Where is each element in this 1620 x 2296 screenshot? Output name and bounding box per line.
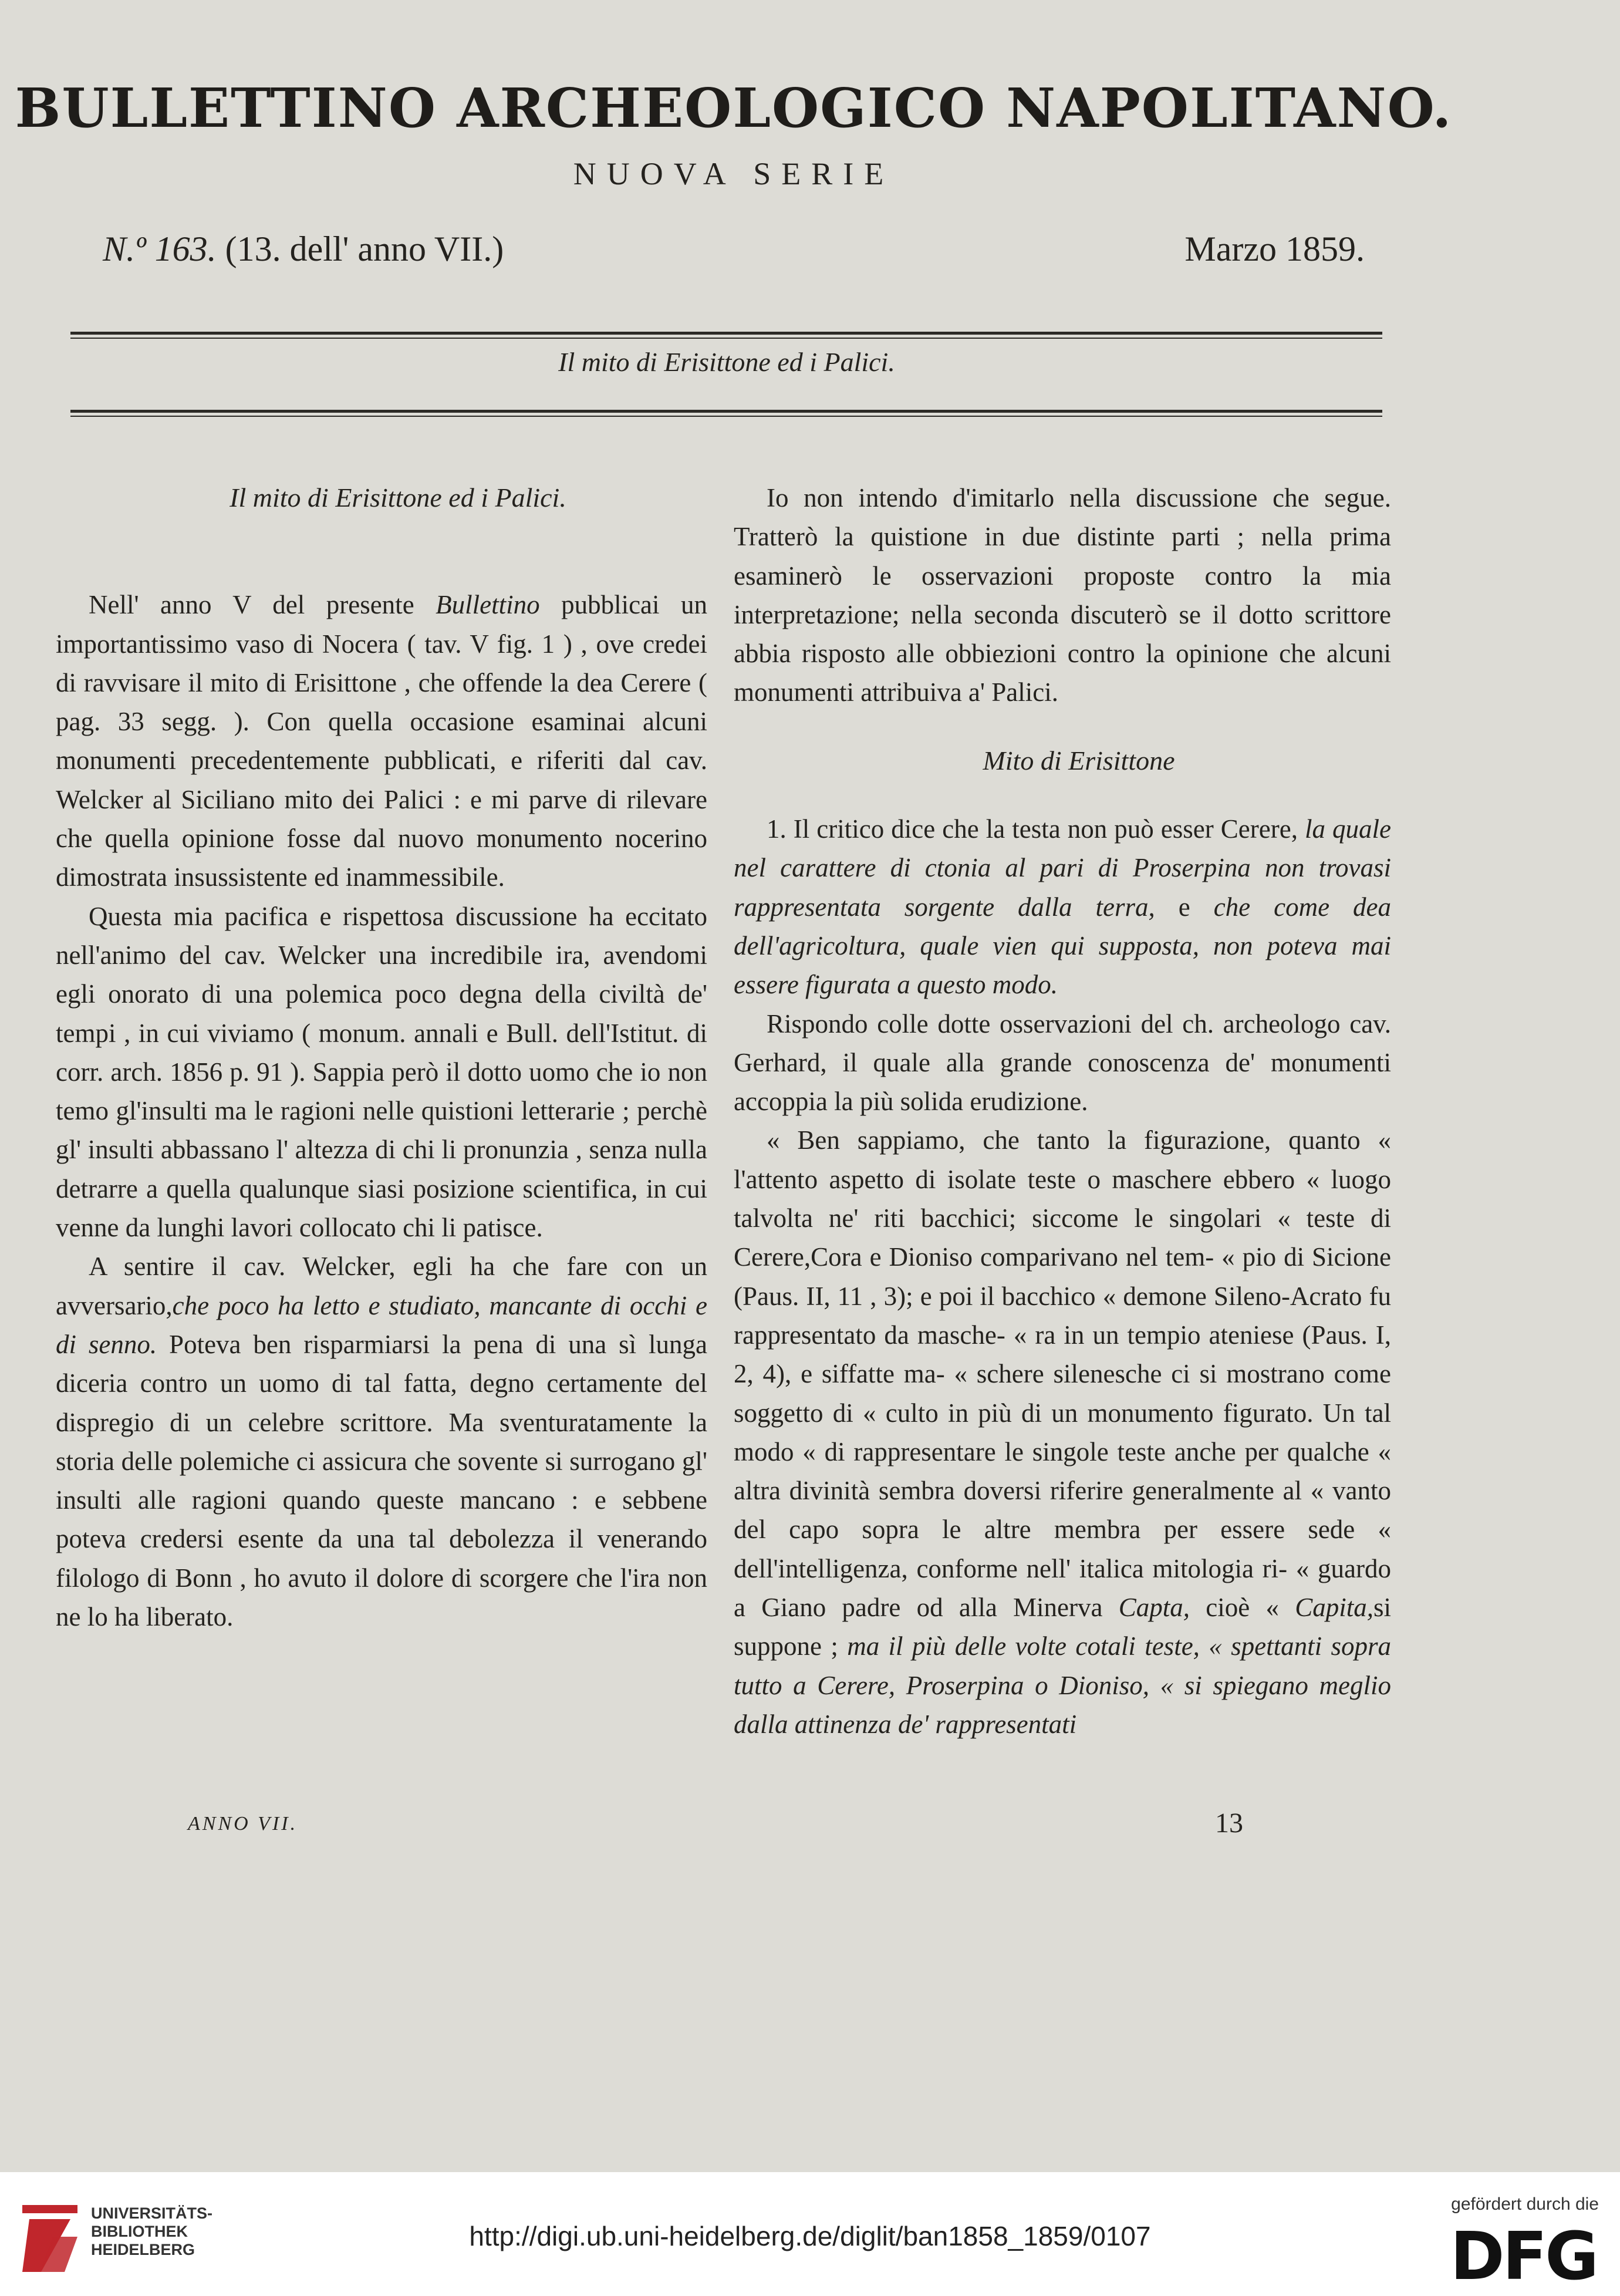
text-run: 1. Il critico dice che la testa non può esser Cerere, bbox=[767, 814, 1305, 844]
text-run: Nell' anno V del presente bbox=[89, 590, 436, 620]
paragraph-critic bbox=[734, 810, 1391, 1004]
issue-number: N.º 163. bbox=[103, 230, 217, 268]
paragraph-2: Questa mia pacifica e rispettosa discussione ha eccitato nell'animo del cav. Welcker una incredibile ira, avendomi egli onorato di una polemica poco degna della civiltà de' tempi , in cui viviamo ( monum. annali e Bull. dell'Istitut. di corr. arch. 1856 p. 91 ). Sappia però il dotto uomo che io non temo gl'insulti ma le ragioni nelle quistioni letterarie ; perchè gl' insulti abbassano l' altezza di chi li pronunzia , senza nulla detrarre a quella qualunque siasi posizione scientifica, in cui venne da lunghi lavori collocato chi li patisce. bbox=[56, 901, 707, 1243]
italic-run: la quale nel carattere di ctonia al pari di Proserpina non trovasi rappresentata sorgente dalla terra, bbox=[734, 814, 1391, 922]
viewer-footer bbox=[0, 2172, 1620, 2296]
text-run: « Ben sappiamo, che tanto la figurazione, quanto « l'attento aspetto di isolate teste o maschere ebbero « luogo talvolta ne' riti bacchici; siccome le singolari « teste di Cerere,Cora e Dioniso comparivano nel tem- « pio di Sicione (Paus. II, 11 , 3); e poi il bacchico « demone Sileno-Acrato fu rappresentato da masche- « ra in un tempio ateniese (Paus. I, 2, 4), e siffatte ma- « schere silenesche ci si mostrano come soggetto di « culto in più di un monumento figurato. Un tal modo « di rappresentare le singole teste anche per qualche « altra divinità sembra doversi riferire generalmente al « vanto del capo sopra le altre membra per essere sede « dell'intelligenza, conforme nell' italica mitologia ri- « guardo a Giano padre od alla Minerva bbox=[734, 1125, 1391, 1623]
banner-title: Il mito di Erisittone ed i Palici. bbox=[558, 347, 895, 377]
text-run: cioè « bbox=[1190, 1593, 1295, 1623]
paragraph-1 bbox=[56, 585, 707, 896]
bottom-rule bbox=[70, 410, 1382, 413]
spacer bbox=[56, 517, 707, 556]
text-run: A sentire il cav. Welcker, egli ha che fare con un avversario, bbox=[56, 1252, 707, 1320]
page-number: 13 bbox=[1215, 1808, 1243, 1839]
italic-run: Bullettino bbox=[436, 590, 540, 620]
text-run: si suppone ; bbox=[734, 1593, 1391, 1661]
journal-masthead: BULLETTINO ARCHEOLOGICO NAPOLITANO. bbox=[15, 76, 1453, 140]
right-column bbox=[734, 478, 1391, 1744]
quotation bbox=[734, 1121, 1391, 1744]
italic-run: che come dea dell'agricoltura, quale vien qui supposta, non poteva mai essere figurata a questo modo. bbox=[734, 892, 1391, 1000]
spacer bbox=[734, 712, 1391, 741]
issue-year: (13. dell' anno VII.) bbox=[225, 230, 504, 268]
funding-label: gefördert durch die bbox=[1451, 2194, 1599, 2214]
paragraph-reply: Rispondo colle dotte osservazioni del ch. archeologo cav. Gerhard, il quale alla grande conoscenza de' monumenti accoppia la più solida erudizione. bbox=[734, 1009, 1391, 1117]
top-rule-thin bbox=[70, 338, 1382, 339]
left-column bbox=[56, 478, 707, 1636]
permalink-url[interactable]: http://digi.ub.uni-heidelberg.de/diglit/ban1858_1859/0107 bbox=[469, 2221, 1151, 2251]
article-heading: Il mito di Erisittone ed i Palici. bbox=[230, 483, 566, 513]
series-label: NUOVA SERIE bbox=[573, 156, 895, 191]
dfg-logo[interactable]: DFG bbox=[1450, 2219, 1597, 2295]
text-run: pubblicai un importantissimo vaso di Nocera ( tav. V fig. 1 ) , ove credei di ravvisare il mito di Erisittone , che offende la dea Cerere ( pag. 33 segg. ). Con quella occasione esaminai alcuni monumenti precedentemente pubblicati, e riferiti dal cav. Welcker al Siciliano mito dei Palici : e mi parve di rilevare che quella opinione fosse dal nuovo monumento nocerino dimostrata insussistente ed inammessibile. bbox=[56, 590, 707, 892]
italic-run: Capta, bbox=[1118, 1593, 1190, 1623]
library-line: HEIDELBERG bbox=[91, 2241, 195, 2258]
paragraph-intro: Io non intendo d'imitarlo nella discussione che segue. Tratterò la quistione in due distinte parti ; nella prima esaminerò le osservazioni proposte contro la mia interpretazione; nella seconda discuterò se il dotto scrittore abbia risposto alle obbiezioni contro la opinione che alcuni monumenti attribuiva a' Palici. bbox=[734, 483, 1391, 707]
italic-run: Capita, bbox=[1295, 1593, 1373, 1623]
italic-run: che poco ha letto e studiato, mancante di occhi e di senno. bbox=[56, 1290, 707, 1359]
volume-signature: ANNO VII. bbox=[188, 1813, 298, 1835]
spacer bbox=[734, 780, 1391, 810]
section-title: Mito di Erisittone bbox=[983, 745, 1175, 776]
library-line: UNIVERSITÄTS- bbox=[91, 2204, 213, 2222]
issue-date: Marzo 1859. bbox=[1184, 230, 1365, 268]
top-rule bbox=[70, 332, 1382, 335]
text-run: Poteva ben risparmiarsi la pena di una sì lunga diceria contro un uomo di tal fatta, degno certamente del dispregio di un celebre scrittore. Ma sventuratamente la storia delle polemiche ci assicura che sovente si surrogano gl' insulti alle ragioni quando queste mancano : e sebbene poteva credersi esente da una tal debolezza il venerando filologo di Bonn , ho avuto il dolore di scorgere che l'ira non ne lo ha liberato. bbox=[56, 1329, 707, 1632]
spacer bbox=[56, 556, 707, 585]
issue-line bbox=[103, 229, 1365, 269]
text-run: e bbox=[1155, 892, 1214, 922]
italic-run: ma il più delle volte cotali teste, « spettanti sopra tutto a Cerere, Proserpina o Dioniso, « si spiegano meglio dalla attinenza de' rappresentati bbox=[734, 1631, 1391, 1739]
bottom-rule-thin bbox=[70, 416, 1382, 417]
paragraph-3 bbox=[56, 1247, 707, 1636]
library-line: BIBLIOTHEK bbox=[91, 2223, 188, 2240]
